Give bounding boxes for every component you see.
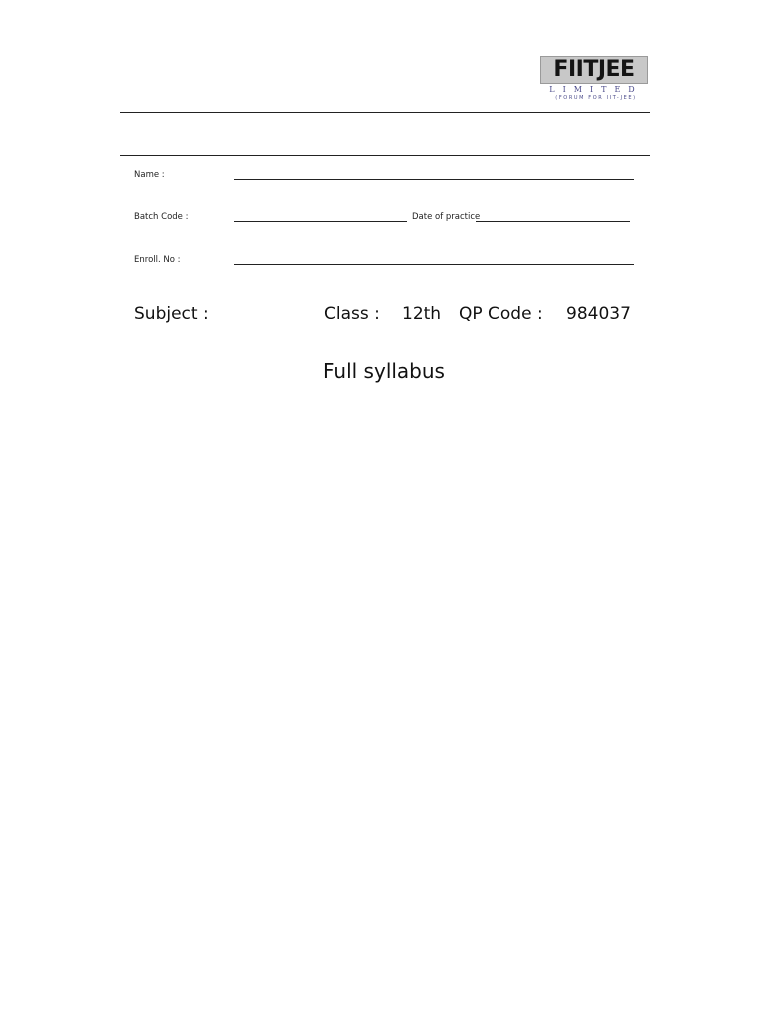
name-label: Name : <box>134 170 165 180</box>
qp-code-value: 984037 <box>566 304 631 324</box>
fiitjee-logo <box>540 56 650 102</box>
enroll-no-blank-line <box>234 264 634 265</box>
logo-limited-text: LIMITED <box>549 85 643 94</box>
class-value: 12th <box>402 304 442 324</box>
name-blank-line <box>234 179 634 180</box>
logo-brand-text: FIITJEE <box>553 57 635 82</box>
paper-title: Full syllabus <box>323 359 445 383</box>
header-bottom-rule <box>120 155 650 156</box>
qp-code-label: QP Code : <box>459 304 543 324</box>
enroll-no-label: Enroll. No : <box>134 255 181 265</box>
batch-code-blank-line <box>234 221 407 222</box>
date-of-practice-blank-line <box>476 221 630 222</box>
batch-code-label: Batch Code : <box>134 212 189 222</box>
header-top-rule <box>120 112 650 113</box>
logo-tagline-text: (FORUM FOR IIT-JEE) <box>555 95 637 101</box>
subject-label: Subject : <box>134 304 209 324</box>
class-label: Class : <box>324 304 380 324</box>
date-of-practice-label: Date of practice <box>412 212 481 222</box>
